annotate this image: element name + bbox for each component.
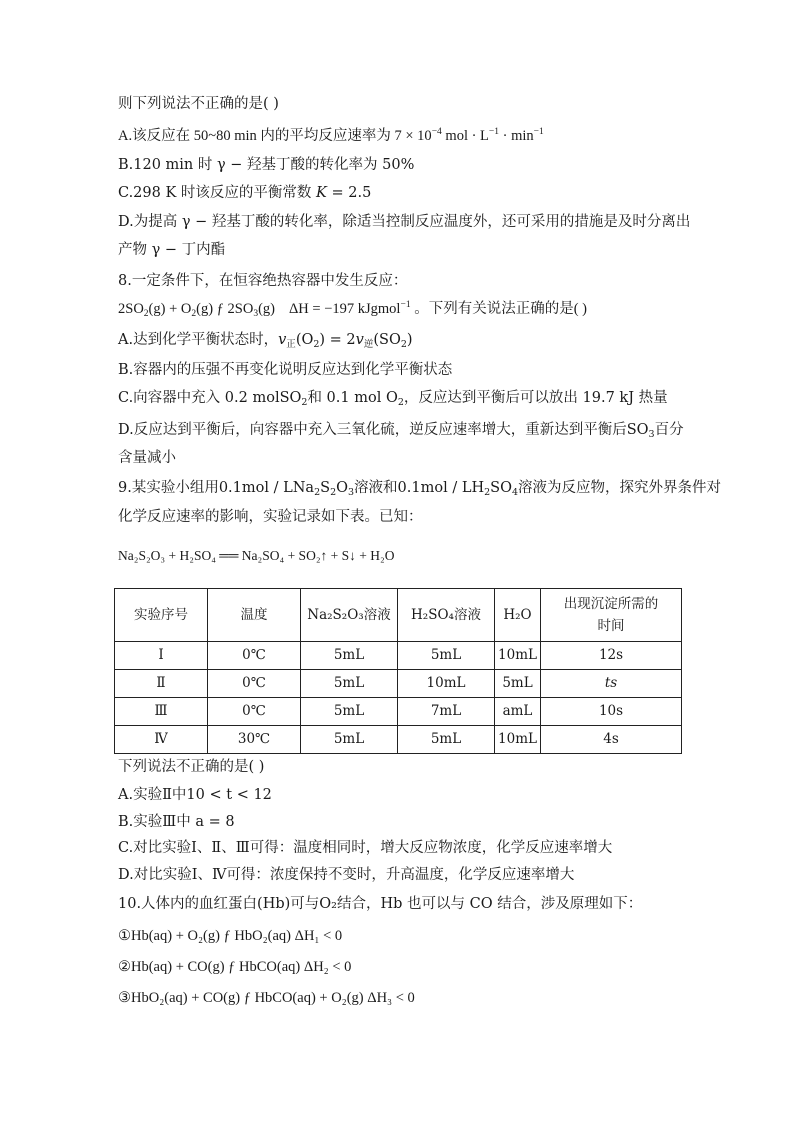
table-cell: 4s: [541, 726, 682, 754]
q9-option-b: B.实验Ⅲ中 a = 8: [118, 814, 235, 830]
table-cell: ts: [541, 670, 682, 698]
table-header-cell: 温度: [208, 589, 301, 642]
table-row: [115, 642, 682, 670]
q9-option-a: A.实验Ⅱ中10 < t < 12: [118, 787, 272, 803]
q10-stem: 10.人体内的血红蛋白(Hb)可与O₂结合，Hb 也可以与 CO 结合，涉及原理如下：: [118, 896, 643, 912]
table-header-cell: 实验序号: [115, 589, 208, 642]
q9-stem-line2: 化学反应速率的影响，实验记录如下表。已知：: [118, 509, 423, 525]
q7-option-a: A.该反应在 50~80 min 内的平均反应速率为 $7 \times 10^{-4}$ mol · $L^{-1} \cdot \min^{-1}$: [118, 127, 544, 144]
table-row: [115, 670, 682, 698]
q8-stem: 8.一定条件下，在恒容绝热容器中发生反应：: [118, 273, 408, 289]
table-cell: 0℃: [208, 670, 301, 698]
q9-ask: 下列说法不正确的是( ): [118, 759, 265, 775]
q10-reaction-2: ②Hb(aq) + CO(g) ƒ HbCO(aq) ΔH₂ < 0: [118, 959, 352, 975]
q8-option-d-line2: 含量减小: [118, 450, 176, 466]
q9-option-d: D.对比实验Ⅰ、Ⅳ可得：浓度保持不变时，升高温度，化学反应速率增大: [118, 867, 575, 883]
table-cell: 10mL: [398, 670, 495, 698]
q7-option-d-line1: D.为提高 γ − 羟基丁酸的转化率，除适当控制反应温度外，还可采用的措施是及时分离出: [118, 214, 691, 230]
table-header-cell: Na₂S₂O₃溶液: [301, 589, 398, 642]
q9-stem-line1: 9.某实验小组用$0.1mol / LNa_2S_2O_3$溶液和$0.1mol / LH_2SO_4$溶液为反应物，探究外界条件对: [118, 480, 722, 498]
table-cell: 10mL: [495, 726, 541, 754]
table-cell: 10s: [541, 698, 682, 726]
experiment-table: [114, 588, 682, 754]
table-header-cell: 出现沉淀所需的时间: [541, 589, 682, 642]
q8-equation: $2SO_2(g) + O_2(g)$ ƒ $2SO_3(g) \Delta H = -197$ kJgmol$^{-1}$ 。下列有关说法正确的是( ): [118, 300, 587, 319]
table-cell: 5mL: [495, 670, 541, 698]
q7-option-d-line2: 产物 γ − 丁内酯: [118, 242, 226, 258]
table-cell: Ⅰ: [115, 642, 208, 670]
table-cell: Ⅲ: [115, 698, 208, 726]
q7-stem: 则下列说法不正确的是( ): [118, 96, 279, 112]
table-cell: amL: [495, 698, 541, 726]
table-header-cell: H₂SO₄溶液: [398, 589, 495, 642]
table-cell: 0℃: [208, 642, 301, 670]
table-cell: 5mL: [301, 698, 398, 726]
table-cell: 5mL: [398, 726, 495, 754]
q10-reaction-1: ①Hb(aq) + O₂(g) ƒ HbO₂(aq) ΔH₁ < 0: [118, 928, 343, 944]
table-cell: 10mL: [495, 642, 541, 670]
table-cell: 5mL: [301, 642, 398, 670]
q7-option-c: C.298 K 时该反应的平衡常数 K = 2.5: [118, 185, 372, 201]
table-cell: 7mL: [398, 698, 495, 726]
q8-option-c: C.向容器中充入 0.2 molSO$_2$和 0.1 mol $O_2$，反应达到平衡后可以放出 19.7 kJ 热量: [118, 390, 668, 408]
table-cell: 5mL: [301, 670, 398, 698]
q8-option-a: A.达到化学平衡状态时，$v_正(O_2) = 2v_逆(SO_2)$: [118, 332, 413, 350]
table-cell: 12s: [541, 642, 682, 670]
q8-option-d-line1: D.反应达到平衡后，向容器中充入三氧化硫，逆反应速率增大，重新达到平衡后$SO_3$百分: [118, 422, 684, 440]
table-cell: 5mL: [301, 726, 398, 754]
q10-reaction-3: ③HbO₂(aq) + CO(g) ƒ HbCO(aq) + O₂(g) ΔH₃ < 0: [118, 990, 415, 1006]
table-cell: Ⅳ: [115, 726, 208, 754]
table-header-row: [115, 589, 682, 642]
q9-reaction-equation: Na₂S₂O₃ + H₂SO₄ ══ Na₂SO₄ + SO₂↑ + S↓ + H₂O: [118, 548, 395, 563]
table-row: [115, 698, 682, 726]
table-cell: 30℃: [208, 726, 301, 754]
table-cell: Ⅱ: [115, 670, 208, 698]
table-cell: 0℃: [208, 698, 301, 726]
q9-option-c: C.对比实验Ⅰ、Ⅱ、Ⅲ可得：温度相同时，增大反应物浓度，化学反应速率增大: [118, 840, 613, 856]
q7-option-b: B.120 min 时 γ − 羟基丁酸的转化率为 50%: [118, 157, 415, 173]
table-header-cell: H₂O: [495, 589, 541, 642]
q8-option-b: B.容器内的压强不再变化说明反应达到化学平衡状态: [118, 362, 453, 378]
table-cell: 5mL: [398, 642, 495, 670]
table-row: [115, 726, 682, 754]
